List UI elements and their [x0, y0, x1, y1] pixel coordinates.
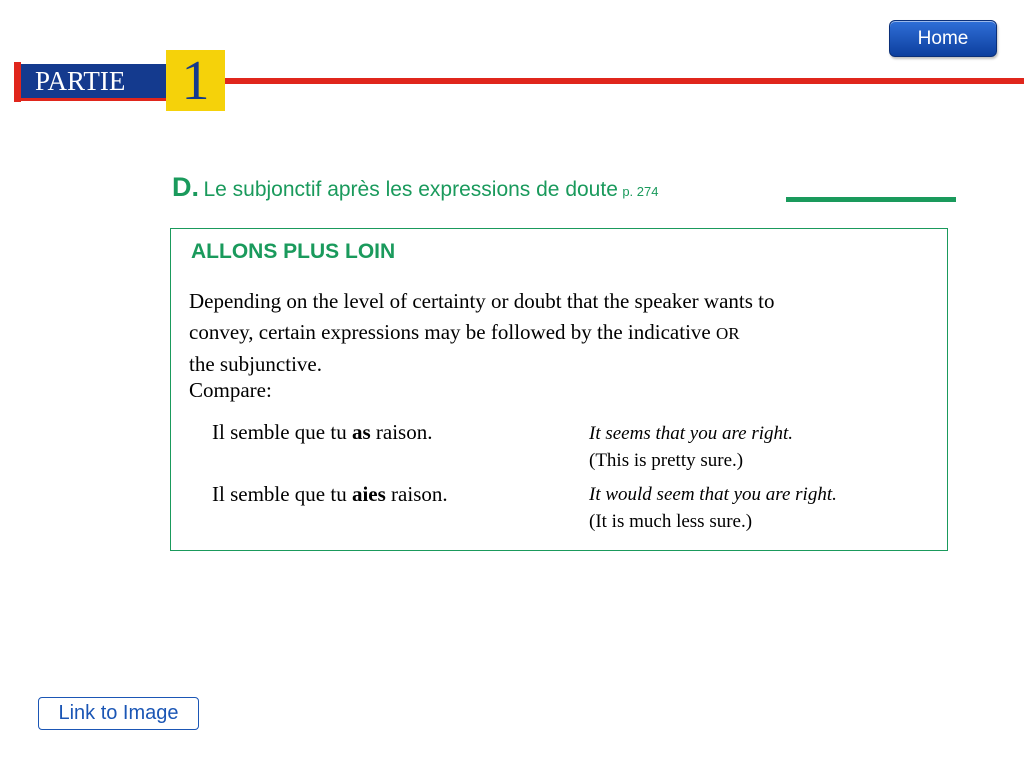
example-1-note: (This is pretty sure.)	[589, 450, 744, 471]
home-button[interactable]: Home	[889, 20, 997, 57]
partie-number: 1	[166, 50, 225, 111]
intro-line-2: convey, certain expressions may be followed by the indicative	[189, 320, 711, 344]
link-to-image-button[interactable]: Link to Image	[38, 697, 199, 730]
header-red-rule-left	[14, 62, 21, 102]
example-2-note: (It is much less sure.)	[589, 511, 753, 532]
intro-or: OR	[715, 324, 740, 343]
intro-line-3: the subjunctive.	[189, 352, 322, 376]
compare-label: Compare:	[189, 378, 272, 402]
partie-label: PARTIE	[21, 64, 166, 101]
example-1-fr-before: Il semble que tu	[212, 420, 352, 444]
example-2-french	[212, 482, 448, 507]
example-1-english: It seems that you are right.	[589, 423, 794, 444]
example-2-fr-verb: aies	[351, 482, 386, 506]
example-2-fr-before: Il semble que tu	[212, 482, 352, 506]
example-2-fr-after: raison.	[385, 482, 448, 506]
header-red-rule-right	[225, 78, 1024, 84]
section-heading	[172, 172, 658, 203]
section-underline	[786, 197, 956, 202]
section-title: Le subjonctif après les expressions de doute	[203, 178, 618, 201]
box-heading: ALLONS PLUS LOIN	[191, 240, 396, 263]
example-1-french	[212, 420, 432, 445]
section-page-ref: p. 274	[622, 184, 659, 199]
intro-line-1: Depending on the level of certainty or doubt that the speaker wants to	[189, 289, 775, 313]
intro-text	[189, 286, 929, 380]
example-1-fr-after: raison.	[370, 420, 433, 444]
example-1-fr-verb: as	[351, 420, 371, 444]
section-letter: D.	[172, 172, 199, 202]
example-2-english: It would seem that you are right.	[589, 484, 837, 505]
